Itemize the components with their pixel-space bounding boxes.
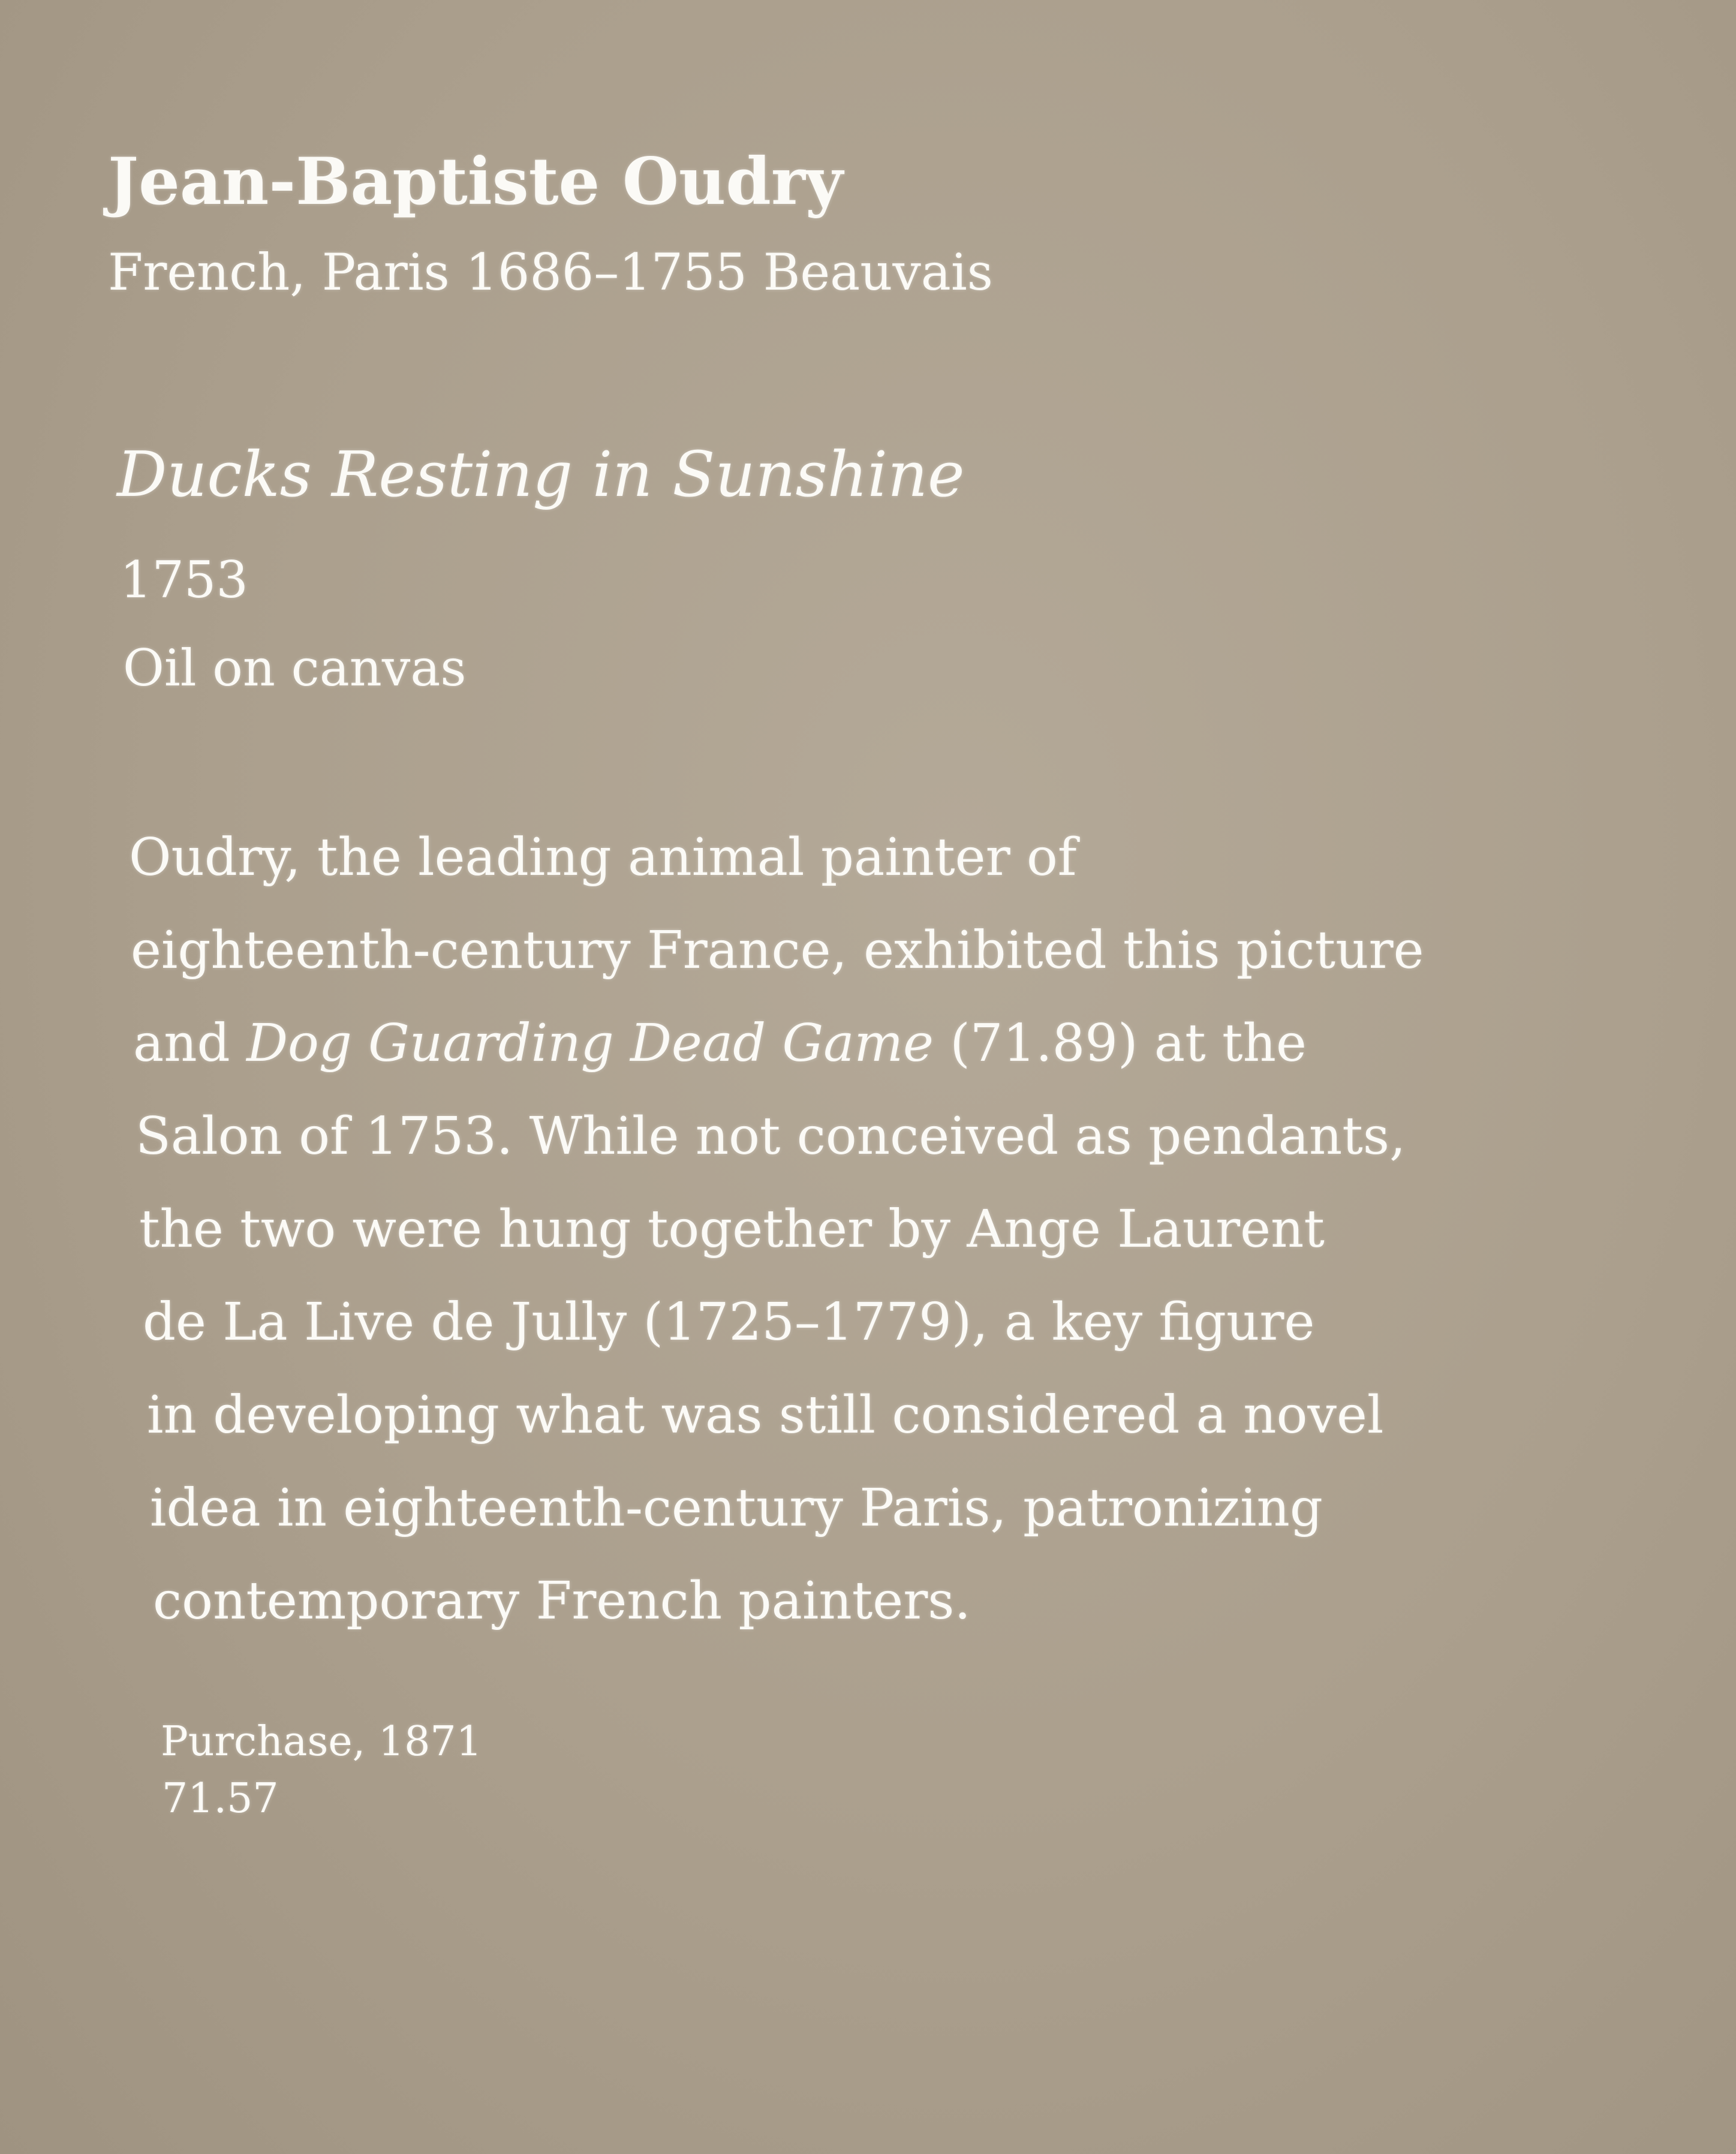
- artwork-date: 1753: [120, 550, 248, 609]
- description-line: Salon of 1753. While not conceived as pendants,: [136, 1106, 1406, 1166]
- artwork-title: Ducks Resting in Sunshine: [117, 438, 965, 511]
- artwork-medium: Oil on canvas: [123, 639, 467, 697]
- description-line: de La Live de Jully (1725–1779), a key figure: [143, 1292, 1315, 1352]
- description-line: [133, 1013, 1307, 1073]
- description-line: eighteenth-century France, exhibited this picture: [131, 920, 1424, 980]
- description-text: (71.89) at the: [933, 1013, 1307, 1073]
- artist-name: Jean-Baptiste Oudry: [108, 144, 843, 219]
- description-text: and: [133, 1013, 247, 1073]
- description-line: idea in eighteenth-century Paris, patronizing: [150, 1478, 1323, 1538]
- artist-nationality-dates: French, Paris 1686–1755 Beauvais: [108, 243, 993, 302]
- description-line: the two were hung together by Ange Laurent: [139, 1199, 1325, 1259]
- accession-number: 71.57: [162, 1775, 279, 1822]
- credit-line: Purchase, 1871: [161, 1718, 482, 1765]
- referenced-artwork-title: Dog Guarding Dead Game: [246, 1013, 934, 1073]
- description-line: contemporary French painters.: [153, 1571, 971, 1631]
- description-line: in developing what was still considered a novel: [147, 1385, 1384, 1445]
- description-line: Oudry, the leading animal painter of: [129, 828, 1077, 888]
